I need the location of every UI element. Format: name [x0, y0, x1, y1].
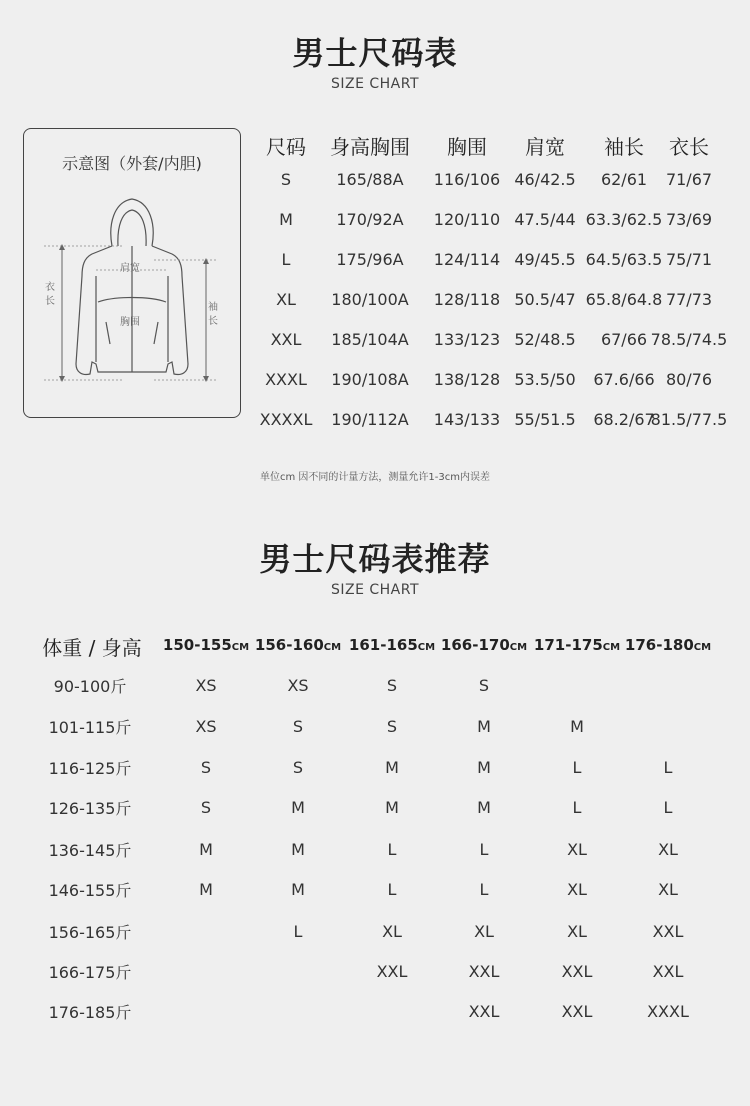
size-table-header: 胸围 — [447, 135, 487, 159]
recommend-title: 男士尺码表推荐 — [259, 540, 491, 578]
recommended-size-cell: L — [663, 798, 673, 817]
weight-row-label: 146-155斤 — [48, 881, 132, 900]
recommended-size-cell: L — [479, 840, 489, 859]
size-table-cell: 175/96A — [336, 250, 404, 269]
weight-row-label: 116-125斤 — [48, 759, 132, 778]
size-table-cell: 77/73 — [665, 290, 713, 309]
recommended-size-cell: M — [385, 798, 399, 817]
weight-row-label: 156-165斤 — [48, 923, 132, 942]
jacket-icon — [24, 184, 242, 414]
recommended-size-cell: XL — [658, 880, 678, 899]
size-table-header: 身高胸围 — [330, 135, 410, 159]
height-column-header — [248, 636, 348, 654]
recommend-corner-header: 体重 / 身高 — [42, 636, 142, 660]
size-table-cell: 185/104A — [331, 330, 409, 349]
recommended-size-cell: XXL — [468, 1002, 500, 1021]
size-table-cell: 67.6/66 — [593, 370, 655, 389]
length-label: 衣长 — [45, 282, 55, 307]
height-column-header — [618, 636, 718, 654]
recommended-size-cell: XXL — [561, 1002, 593, 1021]
recommended-size-cell: L — [572, 758, 582, 777]
weight-row-label: 136-145斤 — [48, 841, 132, 860]
size-table-cell: 116/106 — [433, 170, 501, 189]
recommended-size-cell: XL — [474, 922, 494, 941]
size-table-cell: 73/69 — [665, 210, 713, 229]
recommended-size-cell: XXL — [468, 962, 500, 981]
size-table-cell: 47.5/44 — [514, 210, 576, 229]
recommended-size-cell: M — [199, 880, 213, 899]
size-table-cell: 67/66 — [600, 330, 648, 349]
recommended-size-cell: XS — [195, 717, 217, 736]
height-unit: CM — [231, 642, 250, 653]
size-table-cell: 81.5/77.5 — [650, 410, 728, 429]
recommended-size-cell: XL — [567, 922, 587, 941]
recommended-size-cell: XXL — [561, 962, 593, 981]
recommended-size-cell: XL — [658, 840, 678, 859]
size-table-cell: 64.5/63.5 — [585, 250, 663, 269]
size-table-header: 肩宽 — [525, 135, 565, 159]
height-column-header — [156, 636, 256, 654]
diagram-caption: 示意图（外套/内胆) — [62, 154, 202, 173]
recommended-size-cell: XXL — [652, 962, 684, 981]
size-table-cell: XXL — [270, 330, 302, 349]
recommended-size-cell: XXL — [652, 922, 684, 941]
size-table-cell: 165/88A — [336, 170, 404, 189]
recommended-size-cell: M — [477, 758, 491, 777]
measurement-note: 单位cm 因不同的计量方法，测量允许1-3cm内误差 — [260, 472, 490, 483]
size-table-cell: 50.5/47 — [514, 290, 576, 309]
size-table-cell: 78.5/74.5 — [650, 330, 728, 349]
size-table-cell: M — [279, 210, 293, 229]
recommended-size-cell: M — [477, 717, 491, 736]
recommended-size-cell: S — [478, 676, 490, 695]
height-range: 156-160 — [254, 636, 324, 654]
size-table-cell: XXXXL — [259, 410, 313, 429]
recommended-size-cell: S — [386, 717, 398, 736]
size-table-cell: 138/128 — [433, 370, 501, 389]
weight-row-label: 166-175斤 — [48, 963, 132, 982]
height-unit: CM — [417, 642, 436, 653]
recommended-size-cell: XS — [287, 676, 309, 695]
size-table-cell: 63.3/62.5 — [585, 210, 663, 229]
recommended-size-cell: S — [200, 798, 212, 817]
size-table-cell: 120/110 — [433, 210, 501, 229]
recommended-size-cell: XL — [382, 922, 402, 941]
recommend-subtitle: SIZE CHART — [330, 582, 420, 598]
recommended-size-cell: M — [570, 717, 584, 736]
size-table-cell: 71/67 — [665, 170, 713, 189]
recommended-size-cell: XXXL — [647, 1002, 689, 1021]
recommended-size-cell: L — [387, 840, 397, 859]
size-table-header: 尺码 — [266, 135, 306, 159]
size-table-cell: 180/100A — [331, 290, 409, 309]
height-range: 166-170 — [440, 636, 510, 654]
chest-label: 胸围 — [120, 317, 140, 328]
recommended-size-cell: M — [291, 880, 305, 899]
height-range: 161-165 — [348, 636, 418, 654]
height-column-header — [434, 636, 534, 654]
recommended-size-cell: S — [200, 758, 212, 777]
size-table-cell: 128/118 — [433, 290, 501, 309]
size-table-cell: 143/133 — [433, 410, 501, 429]
size-table-cell: 80/76 — [665, 370, 713, 389]
height-range: 171-175 — [533, 636, 603, 654]
recommended-size-cell: XL — [567, 840, 587, 859]
recommended-size-cell: S — [292, 717, 304, 736]
size-table-cell: L — [281, 250, 291, 269]
size-table-cell: 49/45.5 — [514, 250, 576, 269]
height-range: 150-155 — [162, 636, 232, 654]
size-table-cell: 133/123 — [433, 330, 501, 349]
size-table-header: 袖长 — [604, 135, 644, 159]
jacket-diagram — [23, 128, 241, 418]
recommended-size-cell: XL — [567, 880, 587, 899]
height-column-header — [527, 636, 627, 654]
recommended-size-cell: L — [572, 798, 582, 817]
size-table-cell: 52/48.5 — [514, 330, 576, 349]
size-table-cell: 68.2/67 — [593, 410, 655, 429]
recommended-size-cell: L — [479, 880, 489, 899]
weight-row-label: 176-185斤 — [48, 1003, 132, 1022]
weight-row-label: 90-100斤 — [53, 677, 127, 696]
recommended-size-cell: M — [477, 798, 491, 817]
height-range: 176-180 — [624, 636, 694, 654]
weight-row-label: 101-115斤 — [48, 718, 132, 737]
size-table-cell: XXXL — [265, 370, 307, 389]
size-table-cell: 55/51.5 — [514, 410, 576, 429]
recommended-size-cell: L — [293, 922, 303, 941]
size-table-header: 衣长 — [669, 135, 709, 159]
recommended-size-cell: M — [291, 798, 305, 817]
height-unit: CM — [323, 642, 342, 653]
height-unit: CM — [509, 642, 528, 653]
recommended-size-cell: L — [387, 880, 397, 899]
recommended-size-cell: M — [385, 758, 399, 777]
weight-row-label: 126-135斤 — [48, 799, 132, 818]
size-table-cell: 46/42.5 — [514, 170, 576, 189]
size-table-cell: 190/112A — [331, 410, 409, 429]
recommended-size-cell: L — [663, 758, 673, 777]
size-table-cell: 190/108A — [331, 370, 409, 389]
shoulder-label: 肩宽 — [120, 263, 140, 274]
size-table-cell: 75/71 — [665, 250, 713, 269]
height-unit: CM — [602, 642, 621, 653]
recommended-size-cell: XS — [195, 676, 217, 695]
size-chart-title: 男士尺码表 — [292, 34, 458, 72]
sleeve-label: 袖长 — [208, 302, 218, 327]
size-table-cell: S — [280, 170, 292, 189]
size-chart-subtitle: SIZE CHART — [330, 76, 420, 92]
recommended-size-cell: M — [291, 840, 305, 859]
size-table-cell: 65.8/64.8 — [585, 290, 663, 309]
size-table-cell: 170/92A — [336, 210, 404, 229]
recommended-size-cell: M — [199, 840, 213, 859]
size-table-cell: 62/61 — [600, 170, 648, 189]
recommended-size-cell: S — [292, 758, 304, 777]
recommended-size-cell: S — [386, 676, 398, 695]
size-table-cell: 53.5/50 — [514, 370, 576, 389]
height-unit: CM — [693, 642, 712, 653]
size-table-cell: XL — [276, 290, 296, 309]
height-column-header — [342, 636, 442, 654]
recommended-size-cell: XXL — [376, 962, 408, 981]
size-table-cell: 124/114 — [433, 250, 501, 269]
